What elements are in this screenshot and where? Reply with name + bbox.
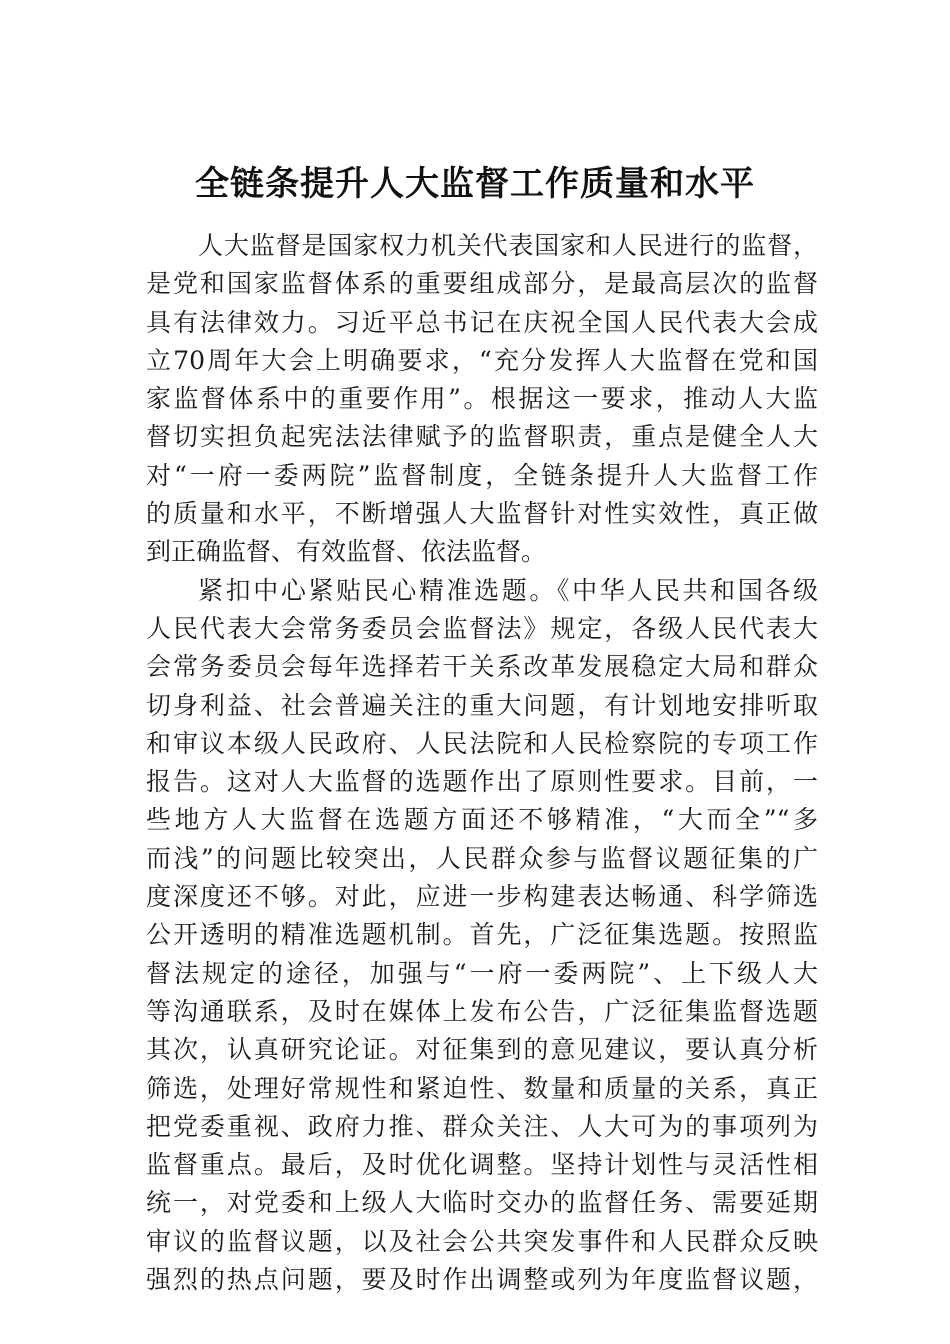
paragraph-line: 公开透明的精准选题机制。首先，广泛征集选题。按照监 (146, 920, 818, 950)
paragraph-line: 把党委重视、政府力推、群众关注、人大可为的事项列为 (146, 1111, 818, 1141)
document-title: 全链条提升人大监督工作质量和水平 (195, 164, 755, 204)
paragraph-line: 其次，认真研究论证。对征集到的意见建议，要认真分析 (146, 1035, 818, 1065)
paragraph-line: 是党和国家监督体系的重要组成部分，是最高层次的监督 (146, 269, 818, 299)
paragraph (146, 227, 818, 572)
paragraph-line: 到正确监督、有效监督、依法监督。 (146, 537, 547, 567)
paragraph-line: 人大监督是国家权力机关代表国家和人民进行的监督， (198, 231, 818, 260)
document-body (146, 227, 818, 1299)
paragraph-line: 紧扣中心紧贴民心精准选题。《中华人民共和国各级 (198, 575, 818, 605)
paragraph-line: 立70周年大会上明确要求，“充分发挥人大监督在党和国 (146, 345, 818, 375)
paragraph-line: 等沟通联系，及时在媒体上发布公告，广泛征集监督选题 (146, 996, 818, 1026)
paragraph-line: 督切实担负起宪法法律赋予的监督职责，重点是健全人大 (146, 422, 818, 452)
paragraph-line: 统一，对党委和上级人大临时交办的监督任务、需要延期 (146, 1188, 818, 1218)
paragraph-line: 强烈的热点问题，要及时作出调整或列为年度监督议题， (146, 1265, 818, 1295)
paragraph-line: 切身利益、社会普遍关注的重大问题，有计划地安排听取 (146, 690, 818, 720)
paragraph-line: 监督重点。最后，及时优化调整。坚持计划性与灵活性相 (146, 1150, 818, 1180)
paragraph-line: 对“一府一委两院”监督制度，全链条提升人大监督工作 (146, 460, 818, 490)
paragraph-line: 些地方人大监督在选题方面还不够精准，“大而全”“多 (146, 805, 818, 835)
paragraph-line: 具有法律效力。习近平总书记在庆祝全国人民代表大会成 (146, 307, 818, 337)
paragraph-line: 的质量和水平，不断增强人大监督针对性实效性，真正做 (146, 499, 818, 529)
paragraph-line: 而浅”的问题比较突出，人民群众参与监督议题征集的广 (146, 843, 818, 873)
paragraph-line: 度深度还不够。对此，应进一步构建表达畅通、科学筛选 (146, 882, 818, 912)
paragraph-line: 会常务委员会每年选择若干关系改革发展稳定大局和群众 (146, 652, 818, 682)
paragraph-line: 报告。这对人大监督的选题作出了原则性要求。目前，一 (146, 767, 818, 797)
paragraph-line: 审议的监督议题，以及社会公共突发事件和人民群众反映 (146, 1226, 818, 1256)
paragraph-line: 家监督体系中的重要作用”。根据这一要求，推动人大监 (146, 384, 818, 414)
paragraph-line: 人民代表大会常务委员会监督法》规定，各级人民代表大 (146, 613, 818, 643)
paragraph-line: 督法规定的途径，加强与“一府一委两院”、上下级人大 (146, 958, 818, 988)
paragraph-line: 筛选，处理好常规性和紧迫性、数量和质量的关系，真正 (146, 1073, 818, 1103)
paragraph-line: 和审议本级人民政府、人民法院和人民检察院的专项工作 (146, 728, 818, 758)
paragraph (146, 572, 818, 1300)
